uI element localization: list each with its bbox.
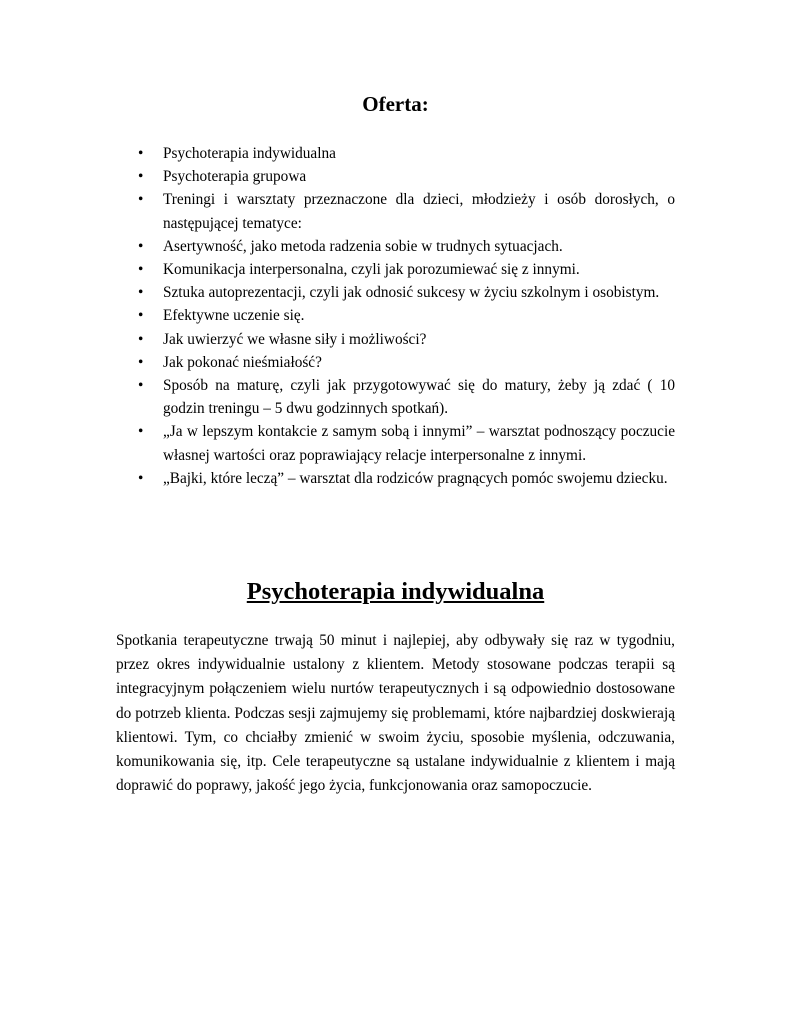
offer-list-item: • Komunikacja interpersonalna, czyli jak porozumiewać się z innymi. <box>163 258 675 281</box>
offer-list-item: • Asertywność, jako metoda radzenia sobie w trudnych sytuacjach. <box>163 235 675 258</box>
offer-list-item: • Jak uwierzyć we własne siły i możliwości? <box>163 328 675 351</box>
offer-list-item: • Sztuka autoprezentacji, czyli jak odnosić sukcesy w życiu szkolnym i osobistym. <box>163 281 675 304</box>
offer-list <box>163 142 675 490</box>
offer-list-item: • Efektywne uczenie się. <box>163 304 675 327</box>
offer-list-item: • Psychoterapia grupowa <box>163 165 675 188</box>
section-heading: Psychoterapia indywidualna <box>246 578 545 605</box>
offer-list-item: • Jak pokonać nieśmiałość? <box>163 351 675 374</box>
offer-list-item: • „Ja w lepszym kontakcie z samym sobą i innymi” – warsztat podnoszący poczucie własnej wartości oraz poprawiający relacje interpersonalne z innymi. <box>163 420 675 466</box>
section-paragraph: Spotkania terapeutyczne trwają 50 minut i najlepiej, aby odbywały się raz w tygodniu, przez okres indywidualnie ustalony z klientem. Metody stosowane podczas terapii są integracyjnym połączeniem wielu nurtów terapeutycznych i są odpowiednio dostosowane do potrzeb klienta. Podczas sesji zajmujemy się problemami, które najbardziej doskwierają klientowi. Tym, co chciałby zmienić w swoim życiu, sposobie myślenia, odczuwania, komunikowania się, itp. Cele terapeutyczne są ustalane indywidualnie z klientem i mają doprawić do poprawy, jakość jego życia, funkcjonowania oraz samopoczucie. <box>116 632 675 795</box>
offer-list-item: • Sposób na maturę, czyli jak przygotowywać się do matury, żeby ją zdać ( 10 godzin treningu – 5 dwu godzinnych spotkań). <box>163 374 675 420</box>
offer-list-item: • Psychoterapia indywidualna <box>163 142 675 165</box>
offer-list-item: • Treningi i warsztaty przeznaczone dla dzieci, młodzieży i osób dorosłych, o następującej tematyce: <box>163 188 675 234</box>
offer-list-item: • „Bajki, które leczą” – warsztat dla rodziców pragnących pomóc swojemu dziecku. <box>163 467 675 490</box>
offer-heading: Oferta: <box>362 92 429 116</box>
